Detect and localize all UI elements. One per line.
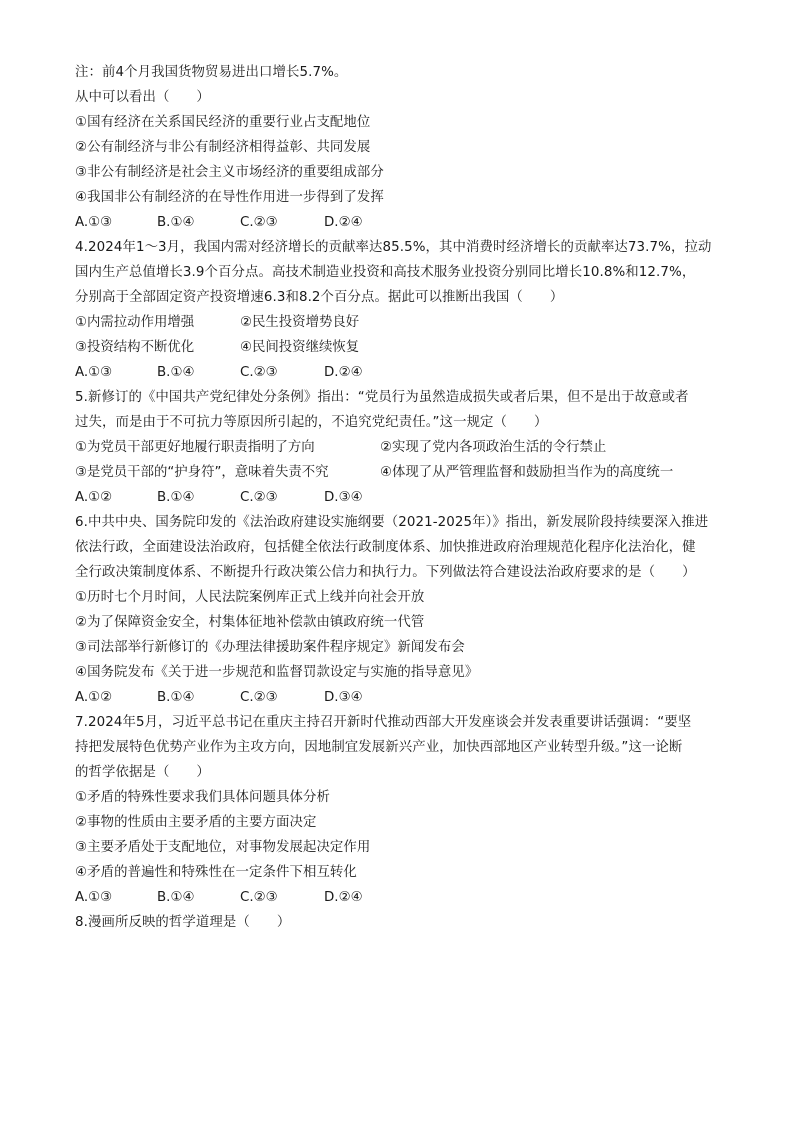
q7-stem-line-3: 的哲学依据是（ ） [75,765,210,780]
q4-stem-line-3: 分别高于全部固定资产投资增速6.3和8.2个百分点。据此可以推断出我国（ ） [75,290,564,305]
choice-b: B.①④ [157,490,195,505]
choice-b: B.①④ [157,690,195,705]
q4-stem-line-2: 国内生产总值增长3.9个百分点。高技术制造业投资和高技术服务业投资分别同比增长10.8%和12.7%， [75,265,696,280]
q7-option-4: ④矛盾的普遍性和特殊性在一定条件下相互转化 [75,865,357,880]
q5-option-4: ④体现了从严管理监督和鼓励担当作为的高度统一 [380,465,674,480]
q7-option-3: ③主要矛盾处于支配地位，对事物发展起决定作用 [75,840,371,855]
choice-c: C.②③ [240,890,278,905]
q5-stem-line-1: 5.新修订的《中国共产党纪律处分条例》指出：“党员行为虽然造成损失或者后果，但不是出于故意或者 [75,390,689,405]
choice-d: D.③④ [324,690,363,705]
choice-c: C.②③ [240,215,278,230]
q5-option-2: ②实现了党内各项政治生活的令行禁止 [380,440,607,455]
q4-option-4: ④民间投资继续恢复 [240,340,360,355]
q7-stem-line-2: 持把发展特色优势产业作为主攻方向，因地制宜发展新兴产业，加快西部地区产业转型升级。”这一论断 [75,740,683,755]
note-line: 注：前4个月我国货物贸易进出口增长5.7%。 [75,65,348,80]
q4-option-2: ②民生投资增势良好 [240,315,360,330]
q7-option-1: ①矛盾的特殊性要求我们具体问题具体分析 [75,790,330,805]
choice-c: C.②③ [240,365,278,380]
q7-option-2: ②事物的性质由主要矛盾的主要方面决定 [75,815,317,830]
q5-option-3: ③是党员干部的“护身符”，意味着失责不究 [75,465,329,480]
choice-b: B.①④ [157,365,195,380]
q6-stem-line-3: 全行政决策制度体系、不断提升行政决策公信力和执行力。下列做法符合建设法治政府要求的是（ ） [75,565,696,580]
choice-d: D.②④ [324,890,363,905]
q4-option-1: ①内需拉动作用增强 [75,315,195,330]
q6-option-2: ②为了保障资金安全，村集体征地补偿款由镇政府统一代管 [75,615,425,630]
q3-option-3: ③非公有制经济是社会主义市场经济的重要组成部分 [75,165,384,180]
q6-option-4: ④国务院发布《关于进一步规范和监督罚款设定与实施的指导意见》 [75,665,479,680]
q3-option-1: ①国有经济在关系国民经济的重要行业占支配地位 [75,115,371,130]
q4-option-3: ③投资结构不断优化 [75,340,195,355]
choice-d: D.②④ [324,365,363,380]
q3-option-4: ④我国非公有制经济的在导性作用进一步得到了发挥 [75,190,384,205]
choice-a: A.①② [75,490,113,505]
q6-stem-line-2: 依法行政，全面建设法治政府，包括健全依法行政制度体系、加快推进政府治理规范化程序化法治化，健 [75,540,696,555]
choice-a: A.①② [75,690,113,705]
choice-d: D.②④ [324,215,363,230]
q3-stem: 从中可以看出（ ） [75,90,210,105]
q8-stem: 8.漫画所反映的哲学道理是（ ） [75,915,291,930]
choice-b: B.①④ [157,215,195,230]
choice-c: C.②③ [240,690,278,705]
q6-stem-line-1: 6.中共中央、国务院印发的《法治政府建设实施纲要（2021-2025年）》指出，新发展阶段持续要深入推进 [75,515,709,530]
choice-a: A.①③ [75,890,113,905]
q6-option-1: ①历时七个月时间，人民法院案例库正式上线并向社会开放 [75,590,425,605]
q5-option-1: ①为党员干部更好地履行职责指明了方向 [75,440,315,455]
choice-a: A.①③ [75,215,113,230]
choice-a: A.①③ [75,365,113,380]
q7-stem-line-1: 7.2024年5月，习近平总书记在重庆主持召开新时代推动西部大开发座谈会并发表重要讲话强调：“要坚 [75,715,692,730]
q4-stem-line-1: 4.2024年1～3月，我国内需对经济增长的贡献率达85.5%，其中消费时经济增长的贡献率达73.7%，拉动 [75,240,712,255]
choice-c: C.②③ [240,490,278,505]
choice-d: D.③④ [324,490,363,505]
q5-stem-line-2: 过失，而是由于不可抗力等原因所引起的，不追究党纪责任。”这一规定（ ） [75,415,548,430]
choice-b: B.①④ [157,890,195,905]
q6-option-3: ③司法部举行新修订的《办理法律援助案件程序规定》新闻发布会 [75,640,465,655]
q3-option-2: ②公有制经济与非公有制经济相得益彰、共同发展 [75,140,371,155]
